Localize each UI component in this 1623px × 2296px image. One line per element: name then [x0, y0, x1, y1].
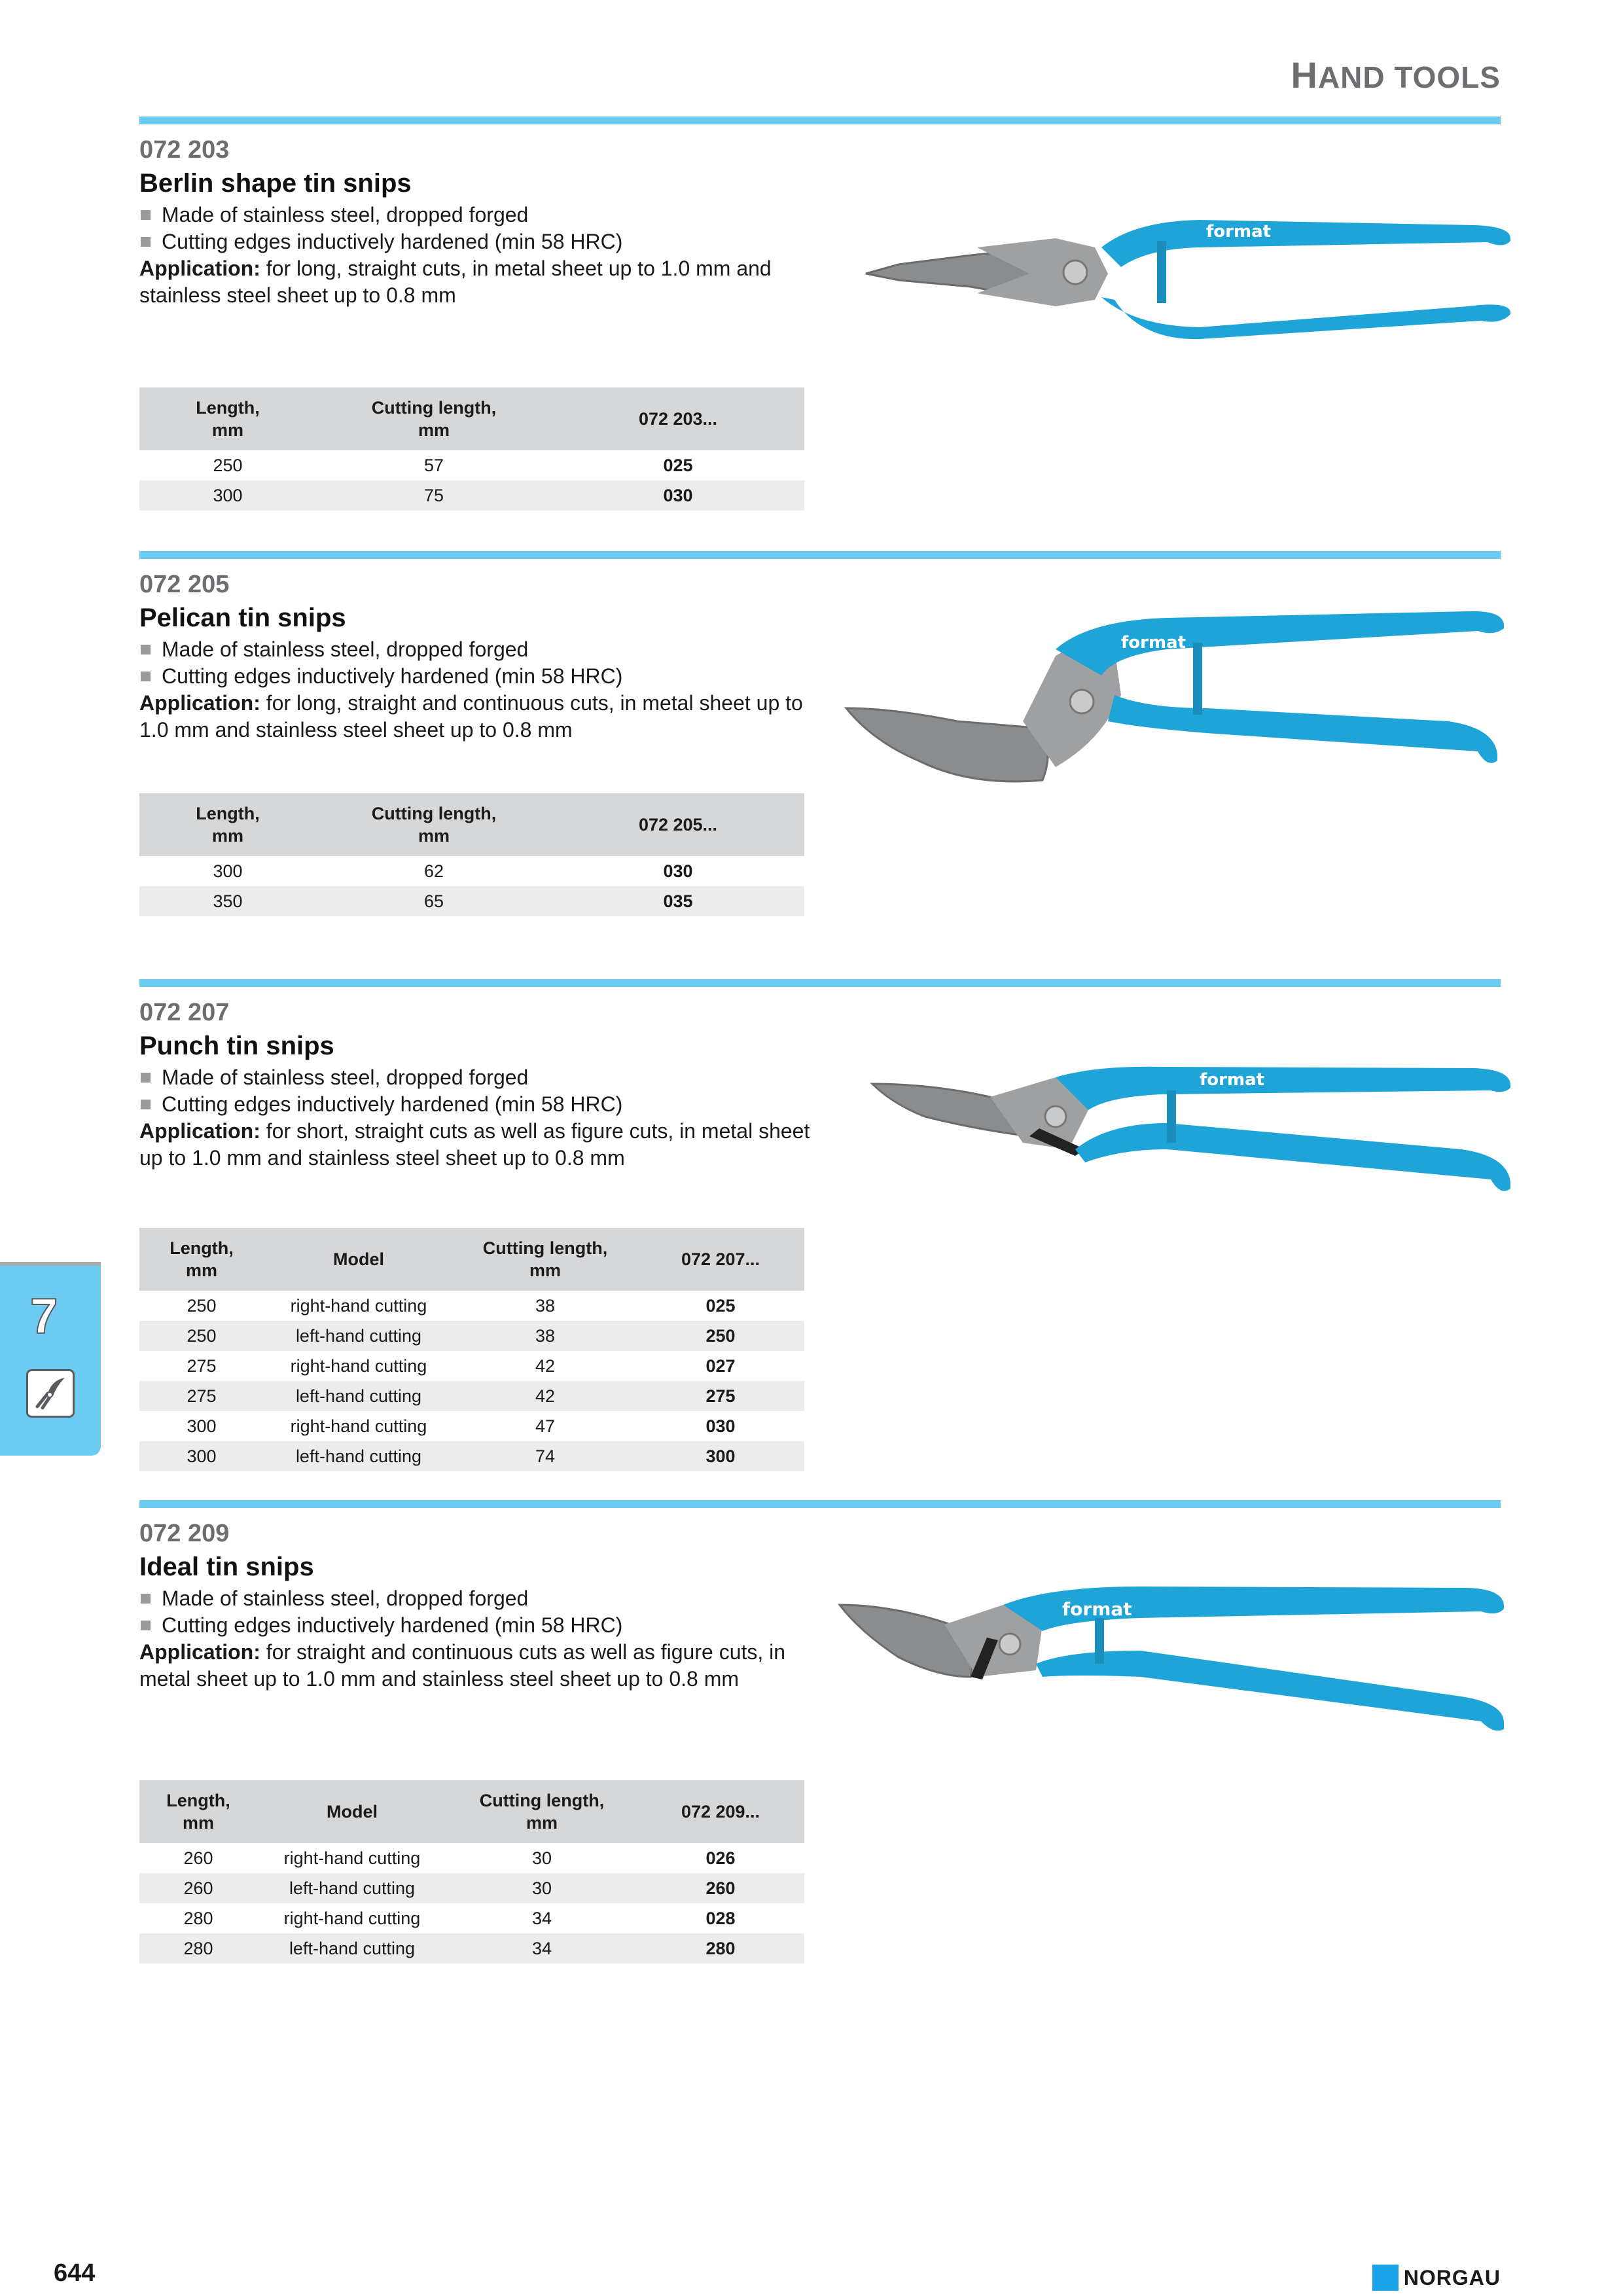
table-row: 260 left-hand cutting 30 260	[139, 1873, 804, 1903]
feature-bullet: Made of stainless steel, dropped forged	[139, 1585, 813, 1612]
feature-bullet: Made of stainless steel, dropped forged	[139, 1064, 813, 1091]
table-row: 300 75 030	[139, 480, 804, 511]
product-description	[139, 1064, 813, 1172]
brand-name: NORGAU	[1403, 2265, 1501, 2289]
table-row: 300 right-hand cutting 47 030	[187, 1416, 736, 1436]
product-title: Ideal tin snips	[139, 1552, 314, 1581]
table-row: 300 62 030	[213, 861, 693, 881]
page-number: 644	[54, 2259, 96, 2287]
column-header: Length, mm	[139, 1780, 257, 1843]
column-header: Model	[264, 1228, 454, 1291]
tool-brand-label: format	[1206, 222, 1272, 242]
product-description	[139, 202, 813, 309]
table-row: 250 left-hand cutting 38 250	[139, 1321, 804, 1351]
table-row: 260 right-hand cutting 30 026	[183, 1848, 736, 1868]
column-header: Cutting length, mm	[316, 387, 552, 450]
section-divider	[139, 979, 1501, 987]
feature-bullet: Made of stainless steel, dropped forged	[139, 202, 813, 228]
ideal-tin-snips-image	[827, 1579, 1507, 1736]
brand-logo	[1372, 2265, 1501, 2291]
bullet-square-icon	[141, 1594, 151, 1604]
section-divider	[139, 551, 1501, 559]
table-header-row	[139, 1780, 804, 1843]
bullet-square-icon	[141, 1621, 151, 1630]
product-description	[139, 1585, 813, 1693]
application-text: Application: for long, straight and continuous cuts, in metal sheet up to 1.0 mm and stainless steel sheet up to 0.8 mm	[139, 691, 803, 742]
column-header: Length, mm	[139, 387, 316, 450]
section-divider	[139, 1500, 1501, 1508]
feature-bullet: Cutting edges inductively hardened (min 58 HRC)	[139, 663, 813, 690]
column-header: Cutting length, mm	[447, 1780, 637, 1843]
table-row: 250 57 025	[213, 455, 693, 475]
bullet-square-icon	[141, 645, 151, 655]
table-header-row	[139, 1228, 804, 1291]
column-header: Length, mm	[139, 1228, 264, 1291]
specification-table	[139, 1780, 804, 1964]
bullet-square-icon	[141, 1100, 151, 1109]
tool-brand-label: format	[1062, 1598, 1132, 1620]
column-header: Model	[257, 1780, 447, 1843]
specification-table	[139, 387, 804, 511]
section-divider	[139, 117, 1501, 124]
bullet-square-icon	[141, 237, 151, 247]
table-row: 280 right-hand cutting 34 028	[183, 1908, 736, 1928]
column-header: Cutting length, mm	[454, 1228, 637, 1291]
feature-bullet: Cutting edges inductively hardened (min 58 HRC)	[139, 228, 813, 255]
table-row: 280 left-hand cutting 34 280	[139, 1933, 804, 1964]
column-header: 072 203...	[552, 387, 804, 450]
table-row: 300 left-hand cutting 74 300	[139, 1441, 804, 1471]
table-row: 250 right-hand cutting 38 025	[187, 1295, 736, 1316]
feature-bullet: Made of stainless steel, dropped forged	[139, 636, 813, 663]
product-title: Pelican tin snips	[139, 603, 346, 632]
table-row: 275 left-hand cutting 42 275	[139, 1381, 804, 1411]
column-header: 072 205...	[552, 793, 804, 856]
product-title: Berlin shape tin snips	[139, 169, 412, 198]
column-header: Cutting length, mm	[316, 793, 552, 856]
specification-table	[139, 793, 804, 916]
column-header: 072 207...	[637, 1228, 804, 1291]
application-text: Application: for long, straight cuts, in metal sheet up to 1.0 mm and stainless steel sheet up to 0.8 mm	[139, 257, 772, 307]
punch-tin-snips-image	[859, 1051, 1514, 1202]
bullet-square-icon	[141, 210, 151, 220]
specification-table	[139, 1228, 804, 1471]
feature-bullet: Cutting edges inductively hardened (min 58 HRC)	[139, 1091, 813, 1118]
column-header: 072 209...	[637, 1780, 804, 1843]
table-header-row	[139, 793, 804, 856]
page-header-title	[1291, 54, 1501, 96]
product-code: 072 203	[139, 136, 230, 164]
column-header: Length, mm	[139, 793, 316, 856]
header-title-first: H	[1291, 54, 1318, 96]
bullet-square-icon	[141, 672, 151, 681]
application-text: Application: for short, straight cuts as well as figure cuts, in metal sheet up to 1.0 mm and stainless steel sheet up to 0.8 mm	[139, 1119, 810, 1170]
table-header-row	[139, 387, 804, 450]
table-row: 350 65 035	[139, 886, 804, 916]
pelican-tin-snips-image	[840, 597, 1507, 813]
berlin-tin-snips-image	[859, 202, 1514, 346]
product-code: 072 205	[139, 571, 230, 598]
product-title: Punch tin snips	[139, 1031, 334, 1060]
brand-square-icon	[1372, 2265, 1399, 2291]
pliers-icon	[26, 1369, 75, 1418]
chapter-number: 7	[30, 1289, 58, 1344]
product-description	[139, 636, 813, 744]
header-title-rest: AND TOOLS	[1317, 60, 1501, 94]
bullet-square-icon	[141, 1073, 151, 1083]
tool-brand-label: format	[1200, 1070, 1265, 1090]
product-code: 072 207	[139, 999, 230, 1026]
table-row: 275 right-hand cutting 42 027	[187, 1355, 736, 1376]
feature-bullet: Cutting edges inductively hardened (min 58 HRC)	[139, 1612, 813, 1639]
tool-brand-label: format	[1121, 633, 1186, 653]
product-code: 072 209	[139, 1520, 230, 1547]
application-text: Application: for straight and continuous cuts as well as figure cuts, in metal sheet up to 1.0 mm and stainless steel sheet up to 0.8 mm	[139, 1640, 786, 1691]
